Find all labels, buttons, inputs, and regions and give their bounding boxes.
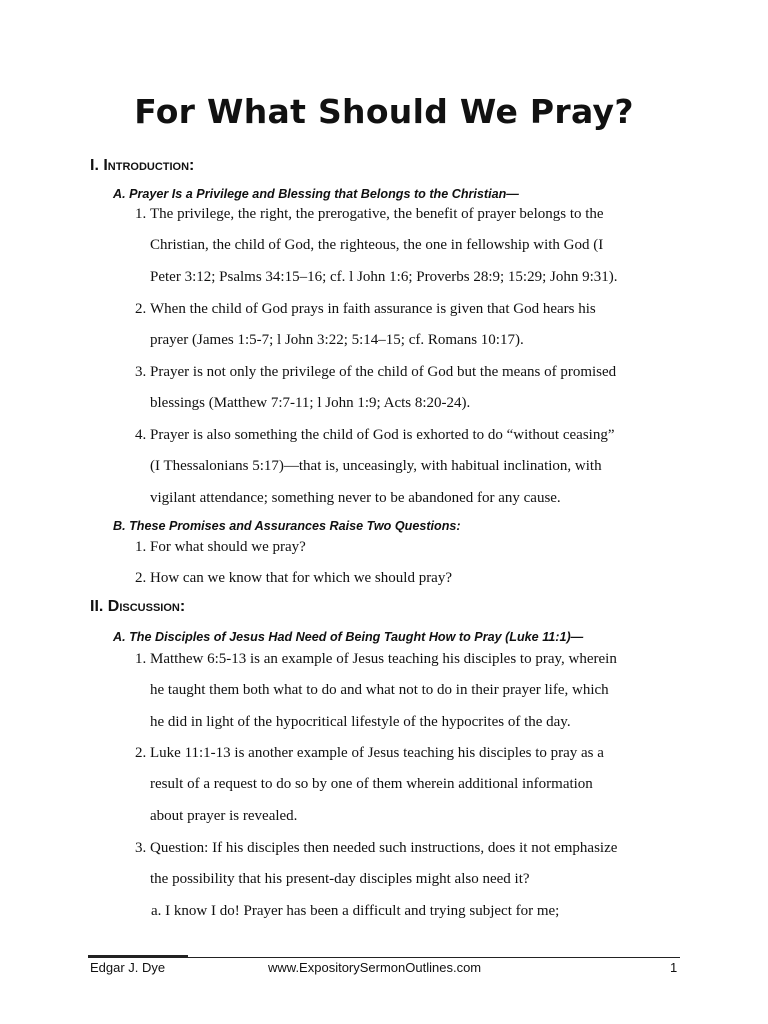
- item-line: Prayer is also something the child of God is exhorted to do “without ceasing”: [150, 427, 615, 443]
- list-item: [135, 738, 675, 832]
- list-item: [135, 357, 675, 420]
- list-item: [135, 199, 675, 293]
- item-number: 1.: [135, 206, 147, 222]
- item-number: 1.: [135, 651, 147, 667]
- document-title: For What Should We Pray?: [134, 92, 634, 131]
- item-line: For what should we pray?: [150, 539, 306, 555]
- item-line: prayer (James 1:5-7; l John 3:22; 5:14–15; cf. Romans 10:17).: [150, 332, 524, 349]
- item-number: 2.: [135, 301, 147, 317]
- item-number: 1.: [135, 539, 147, 555]
- item-number: 3.: [135, 840, 147, 856]
- item-line: Question: If his disciples then needed such instructions, does it not emphasize: [150, 840, 618, 856]
- list-item: [135, 532, 675, 563]
- item-line: When the child of God prays in faith assurance is given that God hears his: [150, 301, 596, 317]
- item-line: How can we know that for which we should pray?: [150, 570, 452, 586]
- item-line: The privilege, the right, the prerogative, the benefit of prayer belongs to the: [150, 206, 604, 222]
- item-number: 3.: [135, 364, 147, 380]
- subheading-disciples-taught: A. The Disciples of Jesus Had Need of Being Taught How to Pray (Luke 11:1)—: [113, 630, 584, 644]
- section-heading-discussion: II. Discussion:: [90, 598, 186, 615]
- item-line: vigilant attendance; something never to be abandoned for any cause.: [150, 489, 561, 506]
- item-line: blessings (Matthew 7:7-11; l John 1:9; Acts 8:20-24).: [150, 395, 471, 412]
- footer-website: www.ExpositorySermonOutlines.com: [268, 960, 482, 975]
- list-item: [135, 563, 675, 594]
- item-number: 2.: [135, 570, 147, 586]
- item-line: the possibility that his present-day disciples might also need it?: [150, 871, 530, 888]
- item-line: Peter 3:12; Psalms 34:15–16; cf. l John 1:6; Proverbs 28:9; 15:29; John 9:31).: [150, 268, 618, 285]
- footer-rule: [88, 957, 680, 958]
- item-line: Matthew 6:5-13 is an example of Jesus teaching his disciples to pray, wherein: [150, 651, 617, 667]
- subheading-prayer-privilege: A. Prayer Is a Privilege and Blessing that Belongs to the Christian—: [113, 187, 519, 201]
- list-subitem: a. I know I do! Prayer has been a difficult and trying subject for me;: [151, 903, 560, 919]
- list-item: [135, 644, 675, 738]
- item-line: Prayer is not only the privilege of the child of God but the means of promised: [150, 364, 617, 380]
- item-line: he taught them both what to do and what not to do in their prayer life, which: [150, 682, 609, 699]
- item-line: (I Thessalonians 5:17)—that is, unceasingly, with habitual inclination, with: [150, 458, 602, 475]
- item-line: Luke 11:1-13 is another example of Jesus teaching his disciples to pray as a: [150, 745, 604, 761]
- list-item: [135, 833, 675, 896]
- list-item: [135, 420, 675, 514]
- item-number: 4.: [135, 427, 147, 443]
- subheading-two-questions: B. These Promises and Assurances Raise Two Questions:: [113, 519, 461, 533]
- item-line: result of a request to do so by one of them wherein additional information: [150, 776, 593, 793]
- item-line: Christian, the child of God, the righteous, the one in fellowship with God (I: [150, 237, 604, 254]
- footer-page-number: 1: [670, 960, 678, 975]
- item-number: 2.: [135, 745, 147, 761]
- footer-author: Edgar J. Dye: [90, 960, 166, 975]
- item-line: he did in light of the hypocritical lifestyle of the hypocrites of the day.: [150, 713, 571, 730]
- list-item: [135, 294, 675, 357]
- section-heading-introduction: I. Introduction:: [90, 157, 195, 174]
- item-line: about prayer is revealed.: [150, 807, 298, 824]
